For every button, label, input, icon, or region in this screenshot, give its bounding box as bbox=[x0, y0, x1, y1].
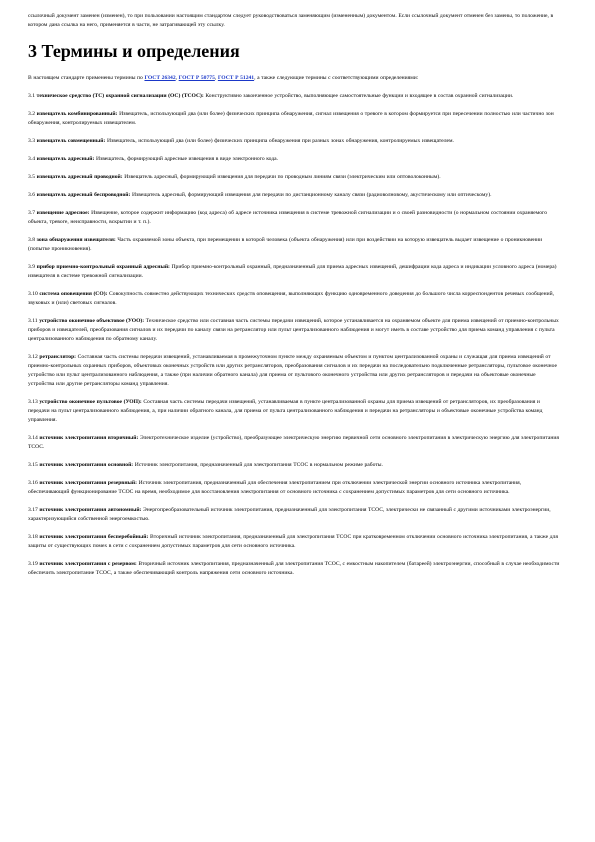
term-definition: Конструктивно законченное устройство, выполняющее самостоятельные функции и входящее в состав охранной сигнализации. bbox=[205, 93, 514, 99]
link-gost-r-50775[interactable]: ГОСТ Р 50775 bbox=[178, 75, 215, 81]
term-number: 3.17 bbox=[28, 507, 38, 513]
term-definition: Электротехническое изделие (устройство), преобразующее электрическую энергию первичной сети основного электропитания в электрическую энергию для электропитания ТСОС. bbox=[28, 435, 559, 450]
term-name: извещатель адресный проводной: bbox=[36, 174, 123, 180]
term-number: 3.3 bbox=[28, 138, 35, 144]
term-name: устройство оконечное объектовое (УОО): bbox=[39, 318, 145, 324]
term-number: 3.19 bbox=[28, 561, 38, 567]
term-name: устройство оконечное пультовое (УОП): bbox=[39, 399, 142, 405]
term-entry bbox=[28, 533, 563, 551]
link-separator: , bbox=[214, 75, 218, 81]
term-definition: Вторичный источник электропитания, предназначенный для электропитания ТСОС при кратковременном отключении основного источника электропитания, а также для защиты от существующих помех в сети с сохранением допустимых параметров для сети основного источника. bbox=[28, 534, 558, 549]
term-entry bbox=[28, 137, 563, 146]
term-number: 3.18 bbox=[28, 534, 38, 540]
term-name: источник электропитания автономный: bbox=[39, 507, 142, 513]
lead-text: В настоящем стандарте применены термины по bbox=[28, 75, 145, 81]
term-definition: Извещатель адресный, формирующий извещения для передачи по проводным линиям связи (электрическим или оптоволоконным). bbox=[124, 174, 441, 180]
term-entry bbox=[28, 317, 563, 344]
link-gost-26342[interactable]: ГОСТ 26342 bbox=[144, 75, 176, 81]
section-title: 3 Термины и определения bbox=[28, 41, 240, 61]
document-page bbox=[28, 12, 563, 587]
term-definition: Вторичный источник электропитания, предназначенный для электропитания ТСОС, с емкостным накопителем (батареей) электроэнергии, способный в случае необходимости обеспечить электропитание ТСОС, а также обеспечивающий контроль напряжения сети основного источника. bbox=[28, 561, 560, 576]
term-number: 3.13 bbox=[28, 399, 38, 405]
term-entry bbox=[28, 236, 563, 254]
term-name: извещатель адресный беспроводной: bbox=[36, 192, 131, 198]
term-definition: Прибор приемно-контрольный охранный, предназначенный для приема адресных извещений, дешифрации кода адреса и индикации условного адреса (номера) извещателя в системе тревожной сигнализации. bbox=[28, 264, 557, 279]
term-definition: Извещатель, использующий два (или более) физических принципа обнаружения при разных зонах обнаружения, контролируемых извещателем. bbox=[106, 138, 454, 144]
term-entry bbox=[28, 353, 563, 389]
term-name: извещение адресное: bbox=[36, 210, 90, 216]
term-definition: Техническое средство или составная часть системы передачи извещений, которое устанавливается на охраняемом объекте для приема извещений от приемно-контрольных приборов и извещателей, преобразования сигналов и их передачи по каналу связи на ретранслятор или пульт централизованного наблюдения и могут иметь в составе устройство для приема команд управления с пульта централизованного наблюдения по обратному каналу. bbox=[28, 318, 559, 342]
term-entry bbox=[28, 479, 563, 497]
term-name: извещатель адресный: bbox=[36, 156, 95, 162]
term-number: 3.12 bbox=[28, 354, 38, 360]
link-separator: , bbox=[175, 75, 179, 81]
term-entry bbox=[28, 209, 563, 227]
term-name: источник электропитания с резервом: bbox=[39, 561, 137, 567]
term-definition: Извещатель, использующий два (или более) физических принципа обнаружения, сигнал извещения о тревоге в котором формируется при пересечении полностью или частично зон обнаружения, контролируемых извещателем. bbox=[28, 111, 554, 126]
term-name: зона обнаружения извещателя: bbox=[36, 237, 116, 243]
term-number: 3.1 bbox=[28, 93, 35, 99]
term-entry bbox=[28, 434, 563, 452]
term-definition: Энергопреобразовательный источник электропитания, предназначенный для электропитания ТСОС, электрически не связанный с другими источниками электроэнергии, характеризующийся собственной энергоемкостью. bbox=[28, 507, 551, 522]
term-name: прибор приемно-контрольный охранный адресный: bbox=[36, 264, 170, 270]
term-name: источник электропитания бесперебойный: bbox=[39, 534, 149, 540]
term-number: 3.8 bbox=[28, 237, 35, 243]
term-entry bbox=[28, 173, 563, 182]
term-name: система оповещения (СО): bbox=[39, 291, 108, 297]
term-name: извещатель совмещенный: bbox=[36, 138, 106, 144]
term-definition: Извещатель адресный, формирующий извещения для передачи по дистанционному каналу связи (радиоволновому, акустическому или оптическому). bbox=[131, 192, 492, 198]
term-number: 3.4 bbox=[28, 156, 35, 162]
term-number: 3.11 bbox=[28, 318, 38, 324]
term-name: техническое средство (ТС) охранной сигнализации (ОС) (ТСОС): bbox=[36, 93, 204, 99]
term-definition: Часть охраняемой зоны объекта, при перемещении в которой человека (объекта обнаружения) или при воздействии на которую извещатель выдает извещение о проникновении (попытке проникновения). bbox=[28, 237, 543, 252]
term-name: источник электропитания основной: bbox=[39, 462, 134, 468]
term-entry bbox=[28, 506, 563, 524]
term-definition: Извещатель, формирующий адресные извещения в виде электронного кода. bbox=[95, 156, 279, 162]
term-number: 3.7 bbox=[28, 210, 35, 216]
term-number: 3.5 bbox=[28, 174, 35, 180]
term-definition: Источник электропитания, предназначенный для электропитания ТСОС в нормальном режиме работы. bbox=[134, 462, 383, 468]
term-entry bbox=[28, 92, 563, 101]
term-definition: Источник электропитания, предназначенный для обеспечения электропитанием при отключении электрической энергии основного источника электропитания, обеспечивающий функционирование ТСОС на время, необходимое для восстановления электропитания от основного источника с сохранением допустимых параметров для сети основного источника. bbox=[28, 480, 522, 495]
lead-text-tail: , а также следующие термины с соответствующими определениями: bbox=[254, 75, 419, 81]
term-number: 3.14 bbox=[28, 435, 38, 441]
term-definition: Совокупность совместно действующих технических средств оповещения, выполняющих функцию одновременного доведения до большого числа корреспондентов речевых сообщений, звуковых и (или) световых сигналов. bbox=[28, 291, 555, 306]
term-number: 3.2 bbox=[28, 111, 35, 117]
term-number: 3.15 bbox=[28, 462, 38, 468]
term-number: 3.9 bbox=[28, 264, 35, 270]
term-entry bbox=[28, 290, 563, 308]
term-entry bbox=[28, 398, 563, 425]
term-entry bbox=[28, 461, 563, 470]
term-definition: Извещение, которое содержит информацию (код адреса) об адресе источника извещения в системе тревожной сигнализации и о своей разновидности (о нормальном состоянии охраняемого объекта, тревоге, неисправности, вскрытии и т. п.). bbox=[28, 210, 548, 225]
term-name: источник электропитания резервный: bbox=[39, 480, 138, 486]
term-entry bbox=[28, 263, 563, 281]
section-lead bbox=[28, 74, 563, 83]
term-name: извещатель комбинированный: bbox=[36, 111, 118, 117]
term-definition: Составная часть системы передачи извещений, устанавливаемая в промежуточном пункте между охраняемым объектом и пунктом централизованной охраны и служащая для приема извещений от приемно-контрольных охранных приборов, объектовых оконечных устройств или других ретрансляторов, преобразования сигналов и их передачи на последовательно подключенные ретрансляторы, пультовое оконечное устройство или пульт централизованного наблюдения, а также (при наличии обратного канала) для приема от пультового оконечного устройства или других ретрансляторов и передачи на объектовые оконечные устройства или другие ретрансляторы команд управления. bbox=[28, 354, 558, 387]
term-entry bbox=[28, 191, 563, 200]
link-gost-r-51241[interactable]: ГОСТ Р 51241 bbox=[217, 75, 255, 81]
term-name: ретранслятор: bbox=[39, 354, 77, 360]
terms-list bbox=[28, 92, 563, 578]
term-entry bbox=[28, 155, 563, 164]
term-name: источник электропитания вторичный: bbox=[39, 435, 139, 441]
intro-paragraph: ссылочный документ заменен (изменен), то при пользовании настоящим стандартом следует руководствоваться заменяющим (измененным) документом. Если ссылочный документ отменен без замены, то положение, в котором дана ссылка на него, применяется в части, не затрагивающей эту ссылку. bbox=[28, 13, 554, 28]
term-number: 3.10 bbox=[28, 291, 38, 297]
term-entry bbox=[28, 560, 563, 578]
term-number: 3.16 bbox=[28, 480, 38, 486]
term-definition: Составная часть системы передачи извещений, устанавливаемая в пункте централизованной охраны для приема извещений от ретрансляторов, их преобразования и передачи на пульт централизованного наблюдения, а, при наличии обратного канала, для приема от пульта централизованного наблюдения и передачи на ретрансляторы и объектовые оконечные устройства команд управления. bbox=[28, 399, 543, 423]
term-entry bbox=[28, 110, 563, 128]
term-number: 3.6 bbox=[28, 192, 35, 198]
